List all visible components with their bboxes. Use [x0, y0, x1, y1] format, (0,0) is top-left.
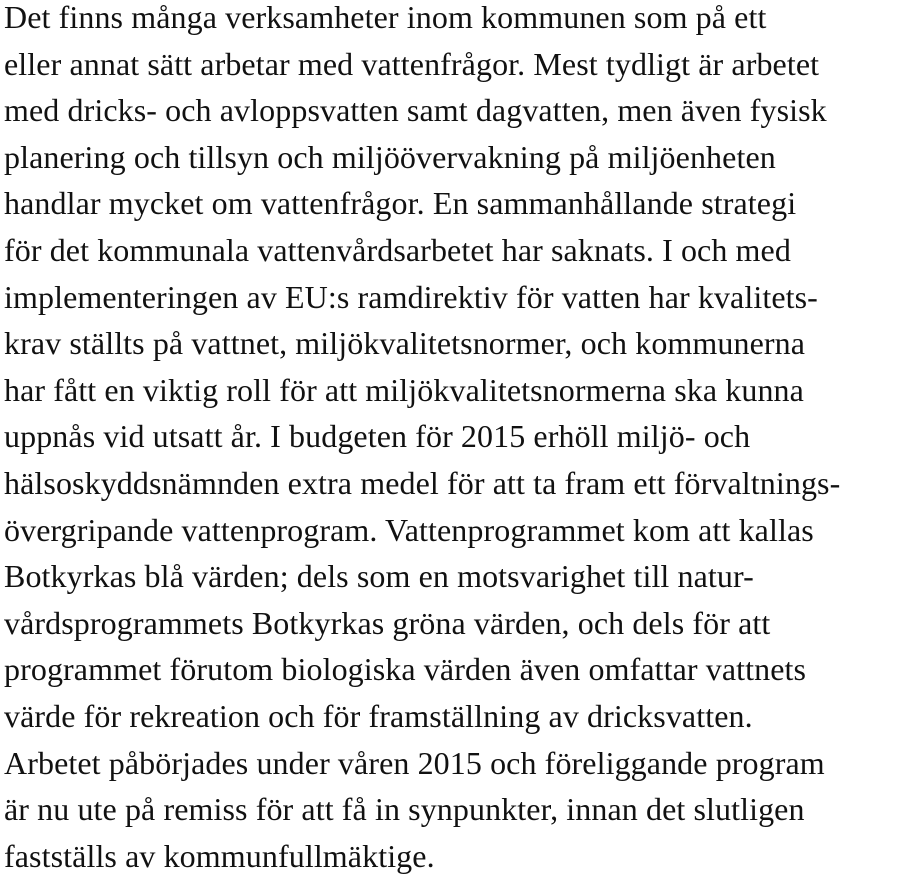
paragraph-line-5: handlar mycket om vattenfrågor. En sammanhållande strategi — [4, 185, 797, 222]
paragraph-line-12: övergripande vattenprogram. Vattenprogrammet kom att kallas — [4, 511, 814, 548]
paragraph-line-7: implementeringen av EU:s ramdirektiv för vatten har kvalitets- — [4, 278, 818, 315]
body-paragraph — [4, 0, 918, 879]
paragraph-line-17: Arbetet påbörjades under våren 2015 och föreliggande program — [4, 744, 825, 781]
paragraph-line-2: eller annat sätt arbetar med vattenfrågor. Mest tydligt är arbetet — [4, 45, 820, 82]
paragraph-line-9: har fått en viktig roll för att miljökvalitetsnormerna ska kunna — [4, 371, 804, 408]
paragraph-line-13: Botkyrkas blå värden; dels som en motsvarighet till natur- — [4, 558, 754, 595]
paragraph-line-15: programmet förutom biologiska värden även omfattar vattnets — [4, 651, 807, 688]
document-page — [4, 0, 918, 879]
paragraph-line-19: fastställs av kommunfullmäktige. — [4, 837, 435, 874]
paragraph-line-14: vårdsprogrammets Botkyrkas gröna värden, och dels för att — [4, 604, 771, 641]
paragraph-line-1: Det finns många verksamheter inom kommunen som på ett — [4, 0, 767, 35]
paragraph-line-8: krav ställts på vattnet, miljökvalitetsnormer, och kommunerna — [4, 325, 806, 362]
paragraph-line-6: för det kommunala vattenvårdsarbetet har saknats. I och med — [4, 231, 791, 268]
paragraph-line-18: är nu ute på remiss för att få in synpunkter, innan det slutligen — [4, 791, 805, 828]
paragraph-line-11: hälsoskyddsnämnden extra medel för att ta fram ett förvaltnings- — [4, 464, 841, 501]
paragraph-line-16: värde för rekreation och för framställning av dricksvatten. — [4, 697, 753, 734]
paragraph-line-3: med dricks- och avloppsvatten samt dagvatten, men även fysisk — [4, 92, 827, 129]
paragraph-line-4: planering och tillsyn och miljöövervakning på miljöenheten — [4, 138, 776, 175]
paragraph-line-10: uppnås vid utsatt år. I budgeten för 2015 erhöll miljö- och — [4, 418, 751, 455]
